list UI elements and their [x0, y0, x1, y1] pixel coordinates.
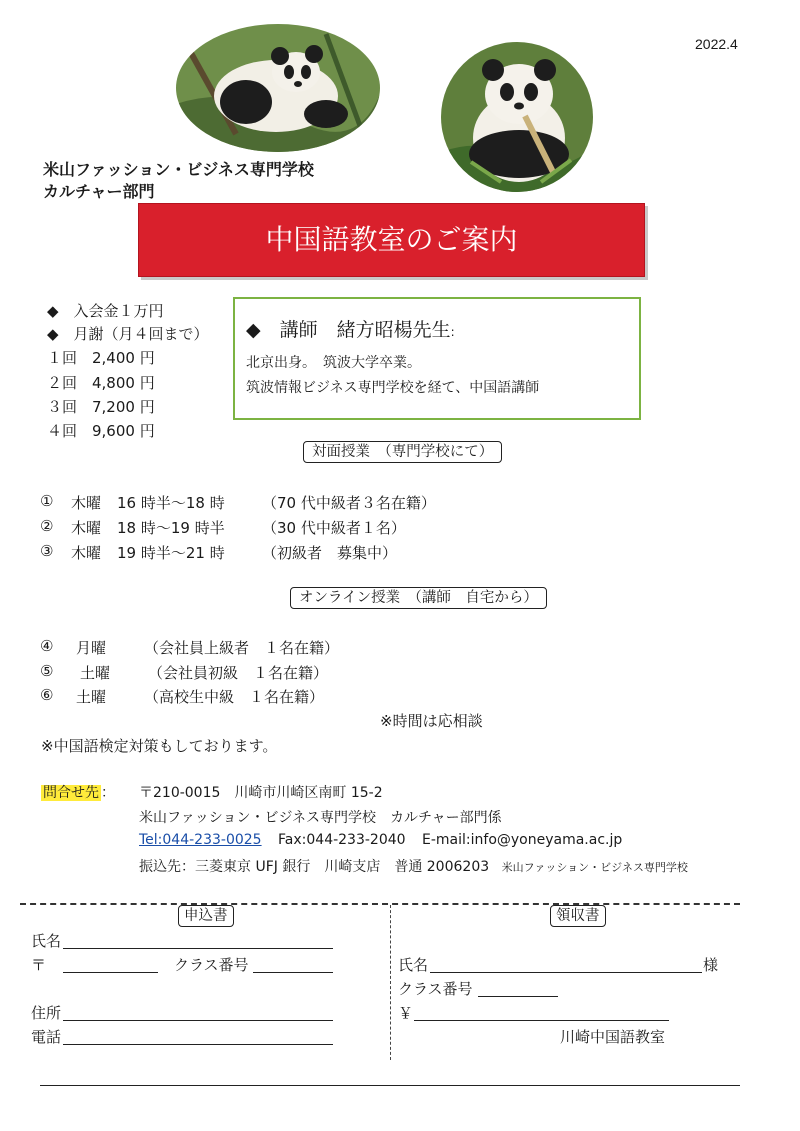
tel-link[interactable]: Tel:044-233-0025	[139, 832, 262, 848]
application-title: 申込書	[178, 905, 234, 927]
class-number: ③	[40, 542, 54, 560]
in-person-header: 対面授業 （専門学校にて）	[303, 441, 502, 463]
page-title-banner: 中国語教室のご案内	[138, 203, 645, 277]
enrollment-fee: ◆ 入会金１万円	[47, 302, 164, 320]
application-class-field[interactable]	[253, 972, 333, 973]
receipt-amount-field[interactable]	[414, 1020, 669, 1021]
application-postal-field[interactable]	[63, 972, 158, 973]
class-day: 木曜	[71, 519, 102, 537]
class-day: 月曜	[76, 639, 107, 657]
class-note: （会社員初級 １名在籍）	[148, 664, 329, 682]
class-number: ⑥	[40, 686, 54, 704]
class-time: 19 時半～21 時	[117, 544, 225, 562]
cut-line	[20, 903, 740, 905]
teacher-title-colon: :	[450, 325, 455, 339]
application-name-field[interactable]	[63, 948, 333, 949]
fee-row: ３回 7,200 円	[47, 398, 155, 416]
teacher-title	[246, 315, 455, 342]
class-day: 木曜	[71, 494, 102, 512]
fee-row: ４回 9,600 円	[47, 422, 155, 440]
teacher-title-text: ◆ 講師 緒方昭楊先生	[246, 319, 451, 341]
form-divider	[390, 905, 391, 1060]
class-number: ①	[40, 492, 54, 510]
bank-line	[139, 856, 688, 876]
receipt-yen-label: ￥	[398, 1004, 414, 1022]
application-address-label: 住所	[31, 1004, 62, 1022]
receipt-sama: 様	[703, 956, 719, 974]
school-name: 米山ファッション・ビジネス専門学校	[43, 160, 314, 179]
class-note: （会社員上級者 １名在籍）	[144, 639, 340, 657]
application-phone-field[interactable]	[63, 1044, 333, 1045]
class-time: 16 時半～18 時	[117, 494, 225, 512]
class-number: ⑤	[40, 662, 54, 680]
receipt-class-label: クラス番号	[398, 980, 473, 998]
bank-account-name: 米山ファッション・ビジネス専門学校	[501, 861, 688, 874]
bank-info: 振込先：三菱東京 UFJ 銀行 川崎支店 普通 2006203	[139, 859, 490, 875]
receipt-name-label: 氏名	[398, 956, 429, 974]
class-note: （30 代中級者１名）	[262, 519, 406, 537]
fee-row: ２回 4,800 円	[47, 374, 155, 392]
contact-colon: ：	[101, 785, 115, 801]
application-address-field[interactable]	[63, 1020, 333, 1021]
fee-row: １回 2,400 円	[47, 349, 155, 367]
class-number: ④	[40, 637, 54, 655]
contact-line	[139, 832, 622, 848]
application-class-label: クラス番号	[174, 956, 249, 974]
school-department: カルチャー部門	[43, 182, 155, 201]
class-number: ②	[40, 517, 54, 535]
document-date: 2022.4	[695, 36, 738, 52]
receipt-name-field[interactable]	[430, 972, 702, 973]
time-note: ※時間は応相談	[380, 712, 483, 730]
receipt-issuer: 川崎中国語教室	[560, 1028, 666, 1046]
online-header: オンライン授業 （講師 自宅から）	[290, 587, 547, 609]
contact-label-row	[41, 782, 115, 802]
panda-photo-left	[176, 24, 380, 152]
fax-number: Fax:044-233-2040	[278, 832, 406, 848]
class-note: （70 代中級者３名在籍）	[262, 494, 436, 512]
email-address[interactable]: E-mail:info@yoneyama.ac.jp	[422, 832, 623, 848]
teacher-bio-line-1: 北京出身。 筑波大学卒業。	[246, 355, 421, 371]
bottom-rule	[40, 1085, 740, 1086]
contact-address: 〒210-0015 川崎市川崎区南町 15-2	[139, 785, 383, 801]
receipt-title: 領収書	[550, 905, 606, 927]
application-postal-label: 〒	[31, 956, 47, 974]
class-time: 18 時～19 時半	[117, 519, 225, 537]
class-note: （初級者 募集中）	[262, 544, 398, 562]
monthly-fee: ◆ 月謝（月４回まで）	[47, 325, 209, 343]
application-name-label: 氏名	[31, 932, 62, 950]
class-day: 土曜	[80, 664, 111, 682]
application-phone-label: 電話	[31, 1028, 62, 1046]
class-day: 土曜	[76, 688, 107, 706]
exam-note: ※中国語検定対策もしております。	[41, 737, 278, 755]
contact-label: 問合せ先	[43, 785, 99, 801]
panda-photo-right	[441, 42, 593, 192]
contact-org: 米山ファッション・ビジネス専門学校 カルチャー部門係	[139, 810, 502, 826]
class-note: （高校生中級 １名在籍）	[144, 688, 325, 706]
receipt-class-field[interactable]	[478, 996, 558, 997]
teacher-bio-line-2: 筑波情報ビジネス専門学校を経て、中国語講師	[246, 380, 540, 396]
class-day: 木曜	[71, 544, 102, 562]
